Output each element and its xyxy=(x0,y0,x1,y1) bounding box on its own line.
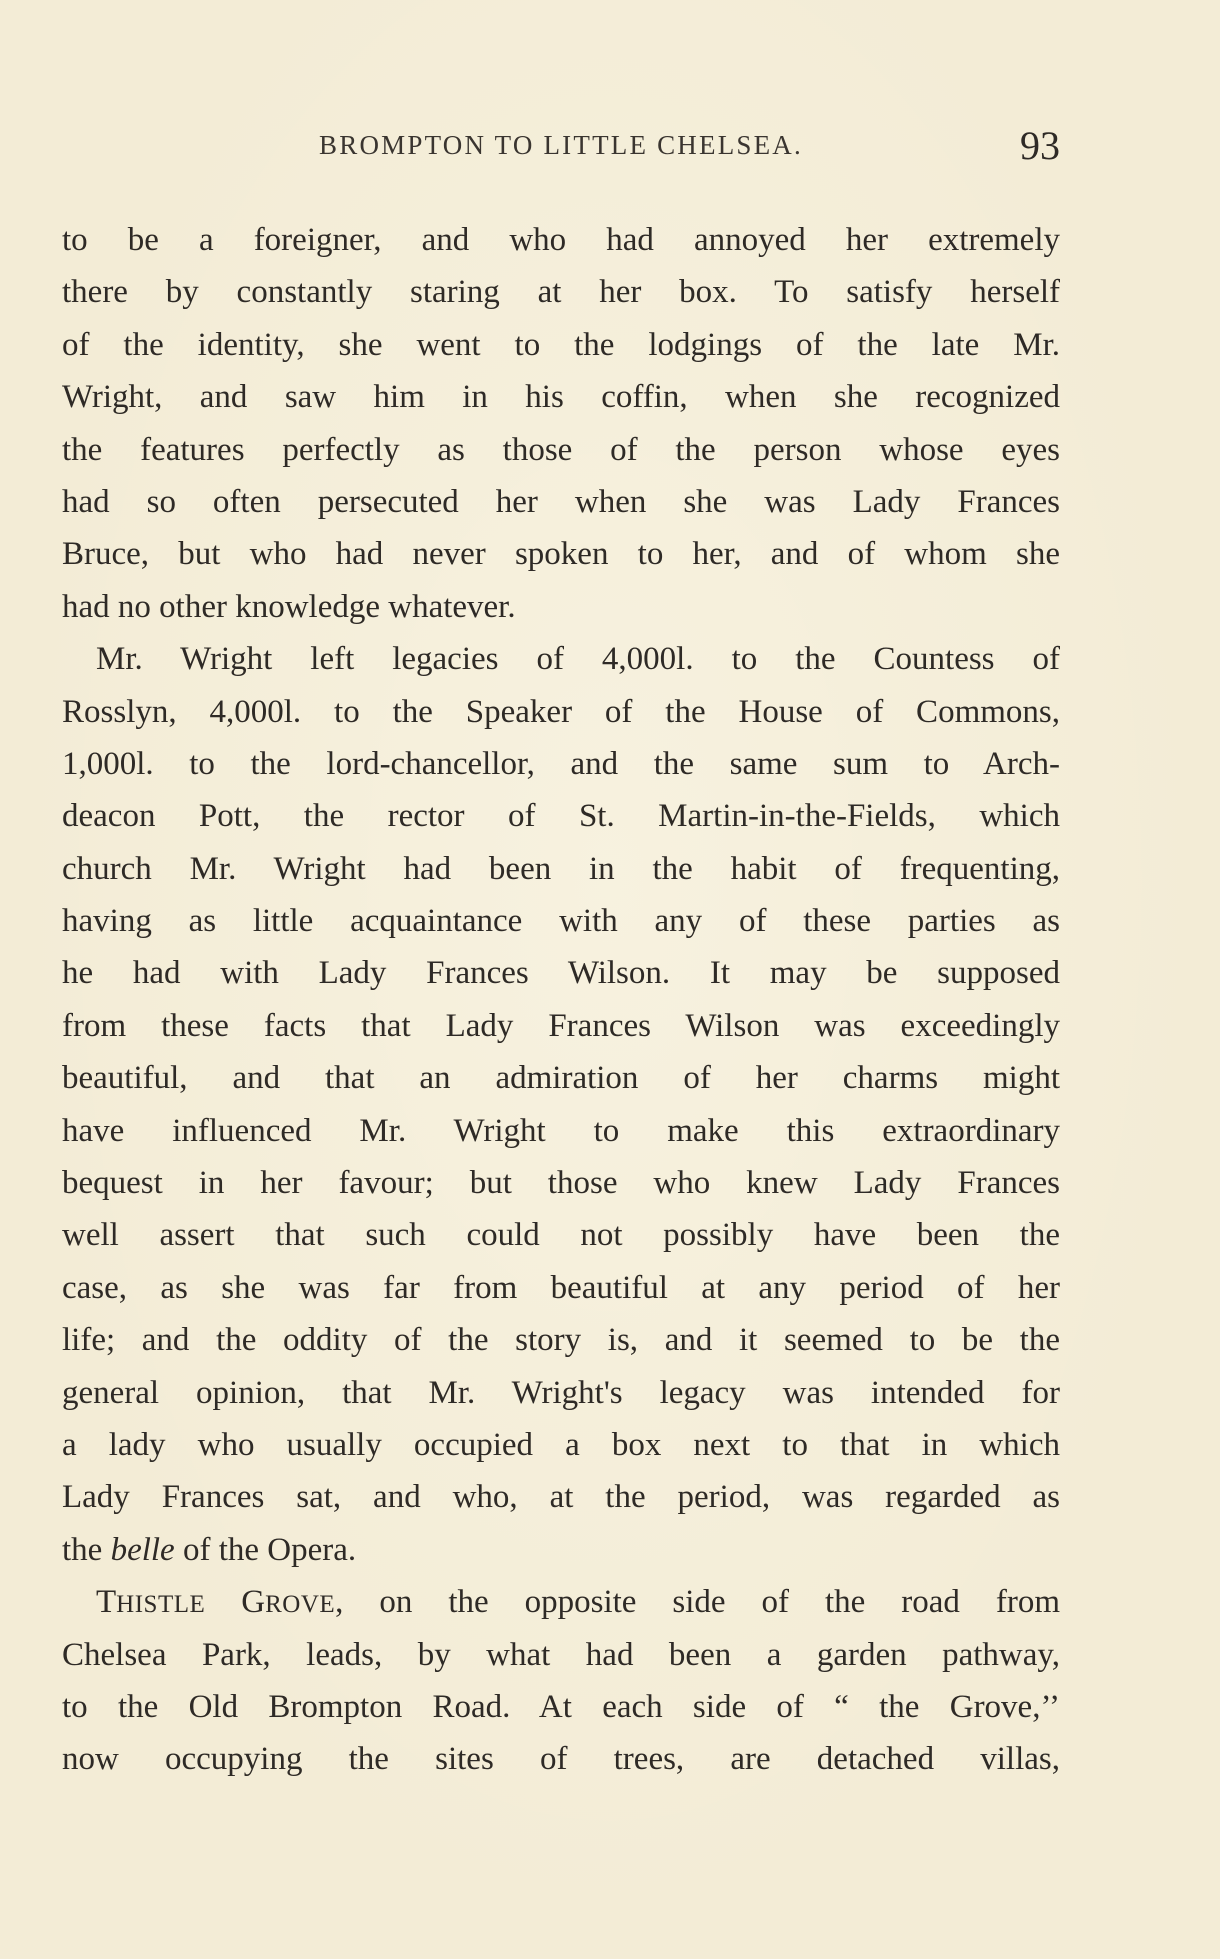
text-line: case, as she was far from beautiful at any period of her xyxy=(62,1269,1060,1306)
text-line: life; and the oddity of the story is, and it seemed to be the xyxy=(62,1322,1060,1359)
text-fragment: the xyxy=(62,1531,111,1568)
text-line: having as little acquaintance with any of these parties as xyxy=(62,903,1060,940)
text-fragment: of the Opera. xyxy=(174,1531,357,1568)
text-line: the features perfectly as those of the person whose eyes xyxy=(62,431,1060,468)
text-line: he had with Lady Frances Wilson. It may be supposed xyxy=(62,955,1060,992)
text-line: had no other knowledge whatever. xyxy=(62,588,516,625)
text-fragment: , on the opposite side of the road from xyxy=(335,1584,1060,1621)
text-line: church Mr. Wright had been in the habit of frequenting, xyxy=(62,850,1060,887)
text-line: from these facts that Lady Frances Wilson was exceedingly xyxy=(62,1007,1060,1044)
text-line: beautiful, and that an admiration of her charms might xyxy=(62,1060,1060,1097)
text-line: Lady Frances sat, and who, at the period, was regarded as xyxy=(62,1479,1060,1516)
small-caps-initial: G xyxy=(241,1584,266,1621)
text-line: of the identity, she went to the lodgings of the late Mr. xyxy=(62,326,1060,363)
text-line: have influenced Mr. Wright to make this extraordinary xyxy=(62,1112,1060,1149)
running-title: BROMPTON TO LITTLE CHELSEA. xyxy=(319,130,803,160)
text-line: Wright, and saw him in his coffin, when she recognized xyxy=(62,379,1060,416)
paragraph-start-line: Mr. Wright left legacies of 4,000l. to the Countess of xyxy=(96,641,1060,678)
small-caps-text: ROVE xyxy=(265,1591,336,1619)
text-line xyxy=(62,1524,1060,1576)
text-line: deacon Pott, the rector of St. Martin-in-the-Fields, which xyxy=(62,798,1060,835)
small-caps-initial: T xyxy=(96,1584,117,1621)
text-line: well assert that such could not possibly have been the xyxy=(62,1217,1060,1254)
text-line: had so often persecuted her when she was Lady Frances xyxy=(62,483,1060,520)
text-line: 1,000l. to the lord-chancellor, and the same sum to Arch- xyxy=(62,745,1060,782)
text-line: Chelsea Park, leads, by what had been a garden pathway, xyxy=(62,1636,1060,1673)
running-head xyxy=(62,122,1060,170)
italic-word: belle xyxy=(110,1531,175,1568)
text-line: now occupying the sites of trees, are detached villas, xyxy=(62,1741,1060,1778)
text-line: general opinion, that Mr. Wright's legacy was intended for xyxy=(62,1374,1060,1411)
text-line: to the Old Brompton Road. At each side of “ the Grove,’’ xyxy=(62,1688,1060,1725)
text-line: bequest in her favour; but those who knew Lady Frances xyxy=(62,1165,1060,1202)
text-line: Rosslyn, 4,000l. to the Speaker of the House of Commons, xyxy=(62,693,1060,730)
text-line: a lady who usually occupied a box next to that in which xyxy=(62,1426,1060,1463)
text-line: there by constantly staring at her box. To satisfy herself xyxy=(62,274,1060,311)
text-line: Bruce, but who had never spoken to her, and of whom she xyxy=(62,536,1060,573)
body-text xyxy=(62,214,1060,1786)
text-fragment xyxy=(205,1584,241,1620)
page-number: 93 xyxy=(1020,123,1060,168)
text-line: to be a foreigner, and who had annoyed her extremely xyxy=(62,222,1060,258)
paragraph-start-line xyxy=(62,1576,1060,1628)
small-caps-text: HISTLE xyxy=(116,1591,206,1619)
